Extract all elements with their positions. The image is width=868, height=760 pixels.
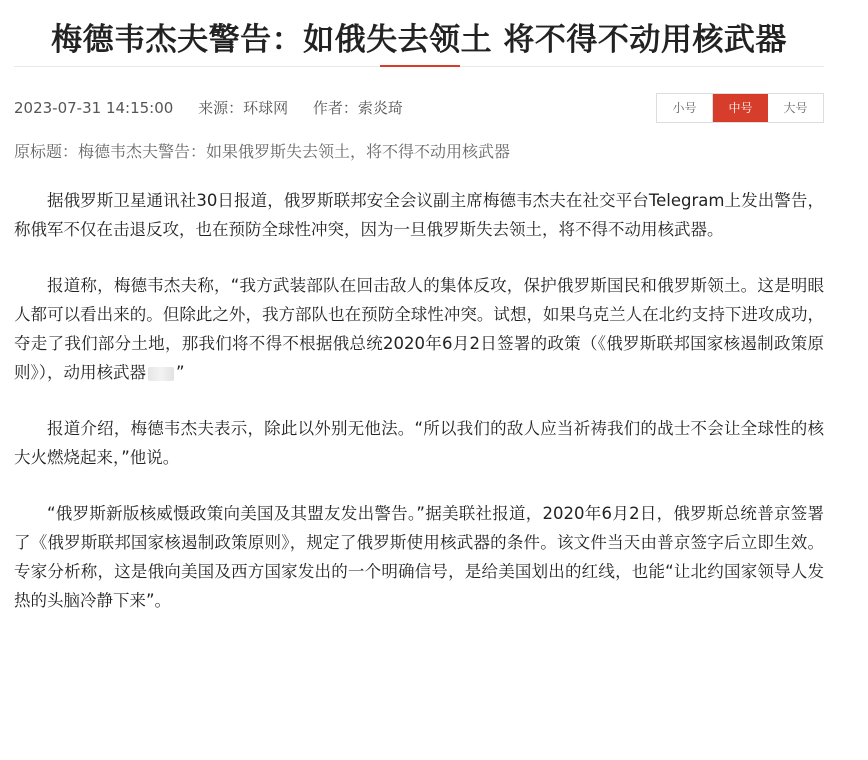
original-title: 原标题：梅德韦杰夫警告：如果俄罗斯失去领土，将不得不动用核武器	[14, 142, 511, 161]
title-divider-accent	[380, 65, 460, 67]
article-paragraph-2	[14, 271, 824, 387]
article-author: 作者：索炎琦	[312, 99, 403, 117]
meta-text	[14, 97, 423, 118]
article-source: 来源：环球网	[198, 99, 289, 117]
publish-datetime: 2023-07-31 14:15:00	[14, 99, 174, 117]
title-divider	[14, 66, 824, 67]
font-size-large-button[interactable]: 大号	[768, 94, 823, 122]
article-paragraph-2-text: 报道称，梅德韦杰夫称，“我方武装部队在回击敌人的集体反攻，保护俄罗斯国民和俄罗斯领土。这是明眼人都可以看出来的。但除此之外，我方部队也在预防全球性冲突。试想，如果乌克兰人在北约支持下进攻成功，夺走了我们部分土地，那我们将不得不根据俄总统2020年6月2日签署的政策（《俄罗斯联邦国家核遏制政策原则》），动用核武器	[14, 276, 824, 382]
font-size-switch	[656, 93, 824, 123]
font-size-medium-button[interactable]: 中号	[712, 94, 768, 122]
font-size-small-button[interactable]: 小号	[657, 94, 712, 122]
article-title: 梅德韦杰夫警告：如俄失去领土 将不得不动用核武器	[51, 22, 787, 58]
article-paragraph-1: 据俄罗斯卫星通讯社30日报道，俄罗斯联邦安全会议副主席梅德韦杰夫在社交平台Telegram上发出警告，称俄军不仅在击退反攻，也在预防全球性冲突，因为一旦俄罗斯失去领土，将不得不动用核武器。	[14, 191, 824, 239]
article-paragraph-3: 报道介绍，梅德韦杰夫表示，除此以外别无他法。“所以我们的敌人应当祈祷我们的战士不会让全球性的核大火燃烧起来，”他说。	[14, 419, 824, 467]
article-paragraph-4: “俄罗斯新版核威慑政策向美国及其盟友发出警告。”据美联社报道，2020年6月2日，俄罗斯总统普京签署了《俄罗斯联邦国家核遏制政策原则》，规定了俄罗斯使用核武器的条件。该文件当天由普京签字后立即生效。专家分析称，这是俄向美国及西方国家发出的一个明确信号，是给美国划出的红线，也能“让北约国家领导人发热的头脑冷静下来”。	[14, 504, 824, 610]
blurred-watermark	[148, 367, 174, 381]
article-meta	[14, 89, 824, 129]
article	[14, 0, 824, 615]
closing-quote: ”	[176, 363, 185, 382]
